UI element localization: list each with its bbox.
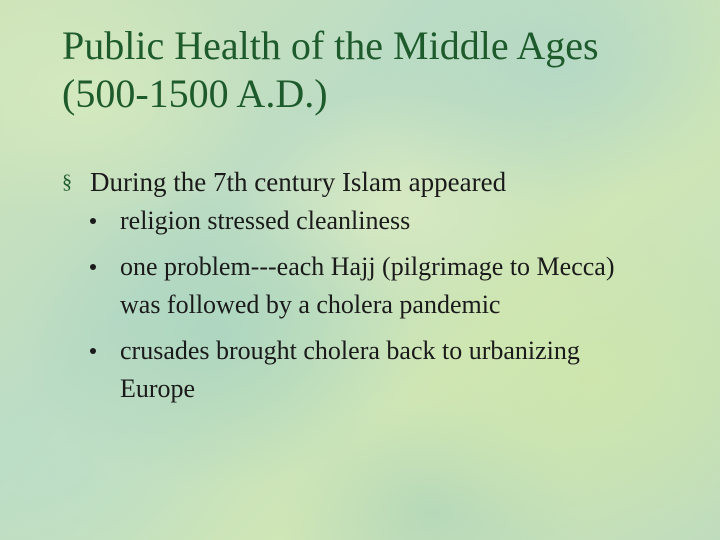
sub-bullet-item	[90, 248, 650, 324]
sub-bullet-text: crusades brought cholera back to urbanizing Europe	[120, 336, 580, 403]
sub-bullet-list	[90, 202, 702, 408]
main-bullet-text: During the 7th century Islam appeared	[90, 167, 507, 197]
sub-bullet-text: religion stressed cleanliness	[120, 206, 411, 235]
main-bullet-item	[62, 164, 702, 408]
slide-title-line-1: Public Health of the Middle Ages	[62, 23, 599, 68]
sub-bullet-text: one problem---each Hajj (pilgrimage to Mecca) was followed by a cholera pandemic	[120, 252, 615, 319]
slide-title	[62, 22, 702, 118]
sub-bullet-item	[90, 332, 650, 408]
section-sign-bullet-icon: §	[62, 171, 72, 193]
round-bullet-icon	[90, 264, 96, 270]
bullet-list	[62, 164, 702, 416]
slide-title-line-2: (500-1500 A.D.)	[62, 71, 328, 116]
round-bullet-icon	[90, 218, 96, 224]
sub-bullet-item	[90, 202, 650, 240]
round-bullet-icon	[90, 348, 96, 354]
